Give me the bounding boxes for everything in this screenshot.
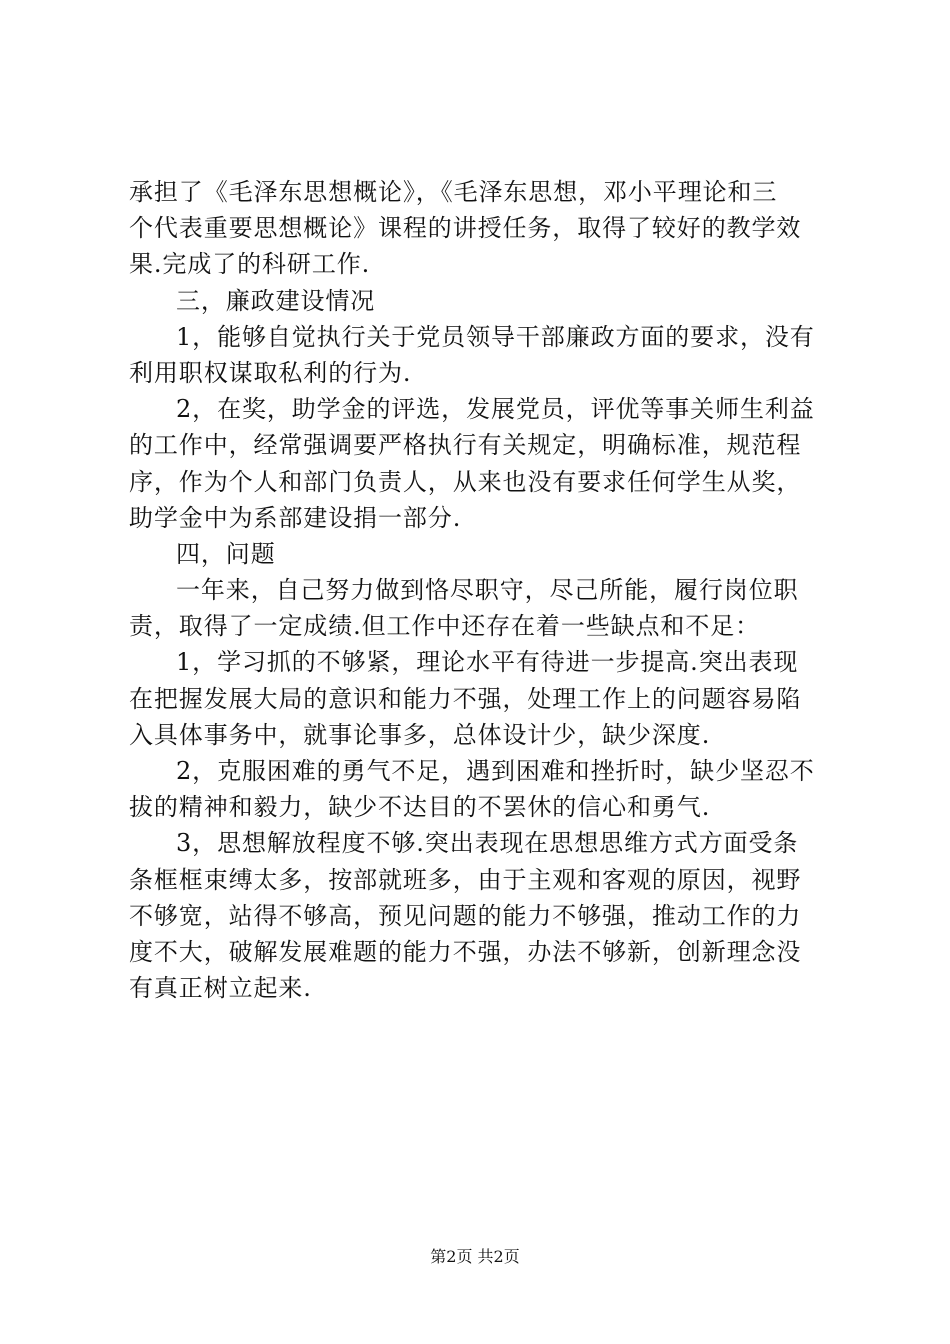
text-line: 责，取得了一定成绩.但工作中还存在着一些缺点和不足： <box>129 612 761 641</box>
text-line: 一年来，自己努力做到恪尽职守，尽己所能，履行岗位职 <box>176 576 799 605</box>
text-line: 拔的精神和毅力，缺少不达目的不罢休的信心和勇气. <box>129 793 711 822</box>
text-line: 2，在奖，助学金的评选，发展党员，评优等事关师生利益 <box>176 395 815 424</box>
text-line: 度不大，破解发展难题的能力不强，办法不够新，创新理念没 <box>129 937 802 966</box>
text-line: 条框框束缚太多，按部就班多，由于主观和客观的原因，视野 <box>129 865 802 894</box>
text-line: 有真正树立起来. <box>129 974 312 1003</box>
section-heading: 四，问题 <box>176 539 276 568</box>
text-line: 果.完成了的科研工作. <box>129 250 371 279</box>
text-line: 3，思想解放程度不够.突出表现在思想思维方式方面受条 <box>176 829 799 858</box>
document-body <box>129 174 831 1006</box>
text-line: 序，作为个人和部门负责人，从来也没有要求任何学生从奖， <box>129 467 802 496</box>
text-line: 不够宽，站得不够高，预见问题的能力不够强，推动工作的力 <box>129 901 802 930</box>
page-number-footer: 第2页 共2页 <box>430 1247 520 1266</box>
text-line: 的工作中，经常强调要严格执行有关规定，明确标准，规范程 <box>129 431 802 460</box>
text-line: 1，能够自觉执行关于党员领导干部廉政方面的要求，没有 <box>176 322 815 351</box>
section-heading: 三，廉政建设情况 <box>176 286 376 315</box>
text-line: 利用职权谋取私利的行为. <box>129 358 412 387</box>
text-line: 承担了《毛泽东思想概论》，《毛泽东思想，邓小平理论和三 <box>129 178 778 206</box>
text-line: 入具体事务中，就事论事多，总体设计少，缺少深度. <box>129 720 711 749</box>
text-line: 助学金中为系部建设捐一部分. <box>129 503 462 532</box>
text-line: 个代表重要思想概论》课程的讲授任务，取得了较好的教学效 <box>129 214 802 243</box>
text-line: 2，克服困难的勇气不足，遇到困难和挫折时，缺少坚忍不 <box>176 757 815 785</box>
text-line: 在把握发展大局的意识和能力不强，处理工作上的问题容易陷 <box>129 684 802 713</box>
text-line: 1，学习抓的不够紧，理论水平有待进一步提高.突出表现 <box>176 648 799 677</box>
